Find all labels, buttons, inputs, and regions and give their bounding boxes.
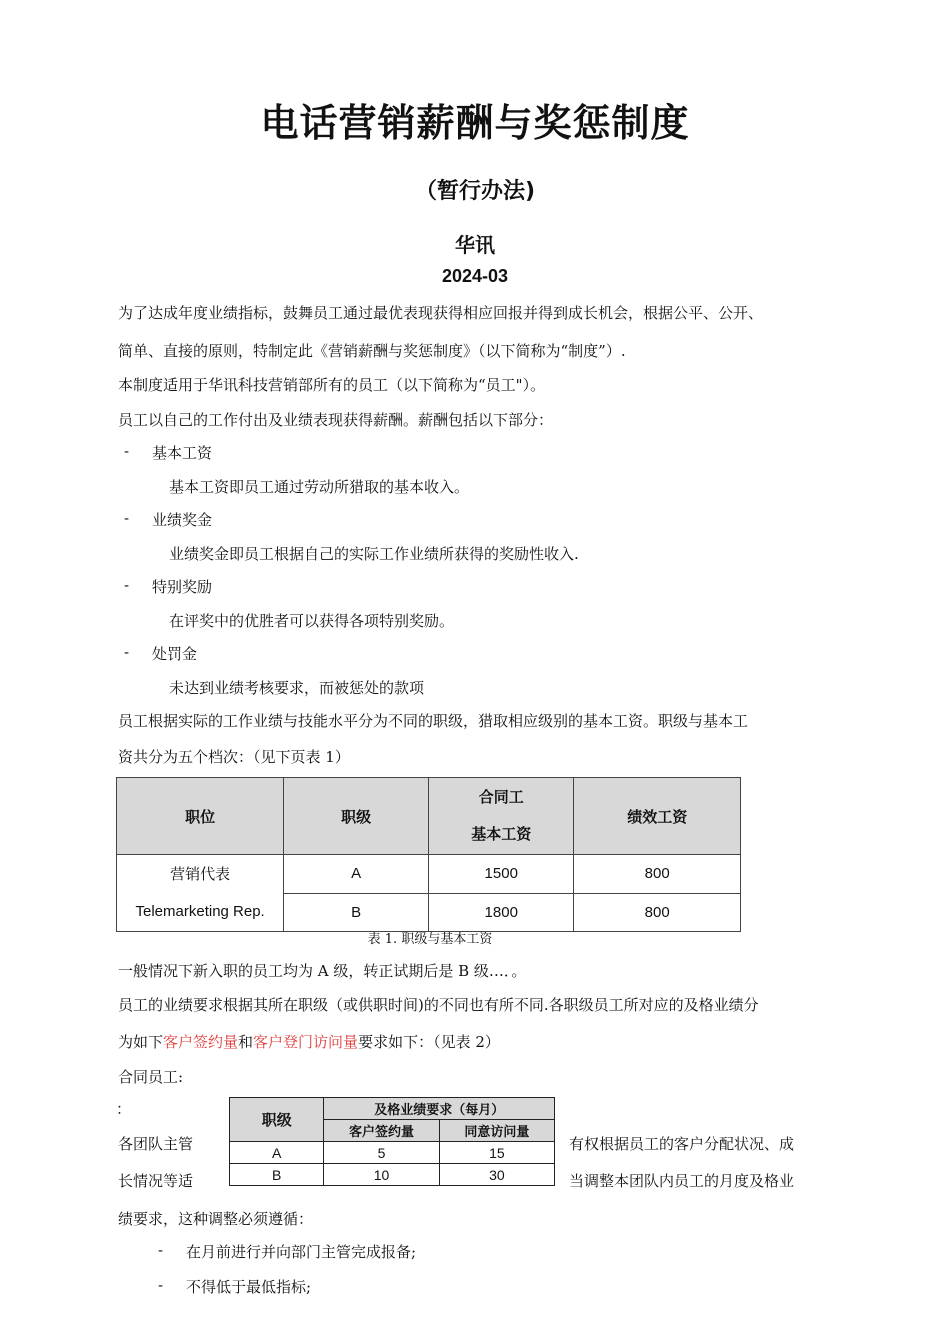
intro-line-1: 为了达成年度业绩指标，鼓舞员工通过最优表现获得相应回报并得到成长机会，根据公平、公开、 [118, 304, 764, 322]
header-base-line2: 基本工资 [471, 825, 532, 843]
highlight-signing-volume: 客户签约量 [163, 1033, 239, 1051]
grade-cell: A [230, 1142, 324, 1164]
base-cell: 1800 [429, 893, 574, 932]
grade-cell: B [284, 893, 429, 932]
performance-table [229, 1097, 555, 1186]
component-desc: 在评奖中的优胜者可以获得各项特别奖励。 [169, 612, 455, 630]
table-row [230, 1164, 555, 1186]
perf-cell: 800 [574, 893, 741, 932]
document-subtitle: （暂行办法) [414, 179, 536, 204]
table-header-row [117, 778, 741, 855]
position-cell [117, 855, 284, 932]
after-table-line-3 [118, 1031, 500, 1052]
after-table-line-1: 一般情况下新入职的员工均为 A 级，转正试期后是 B 级…．。 [118, 962, 527, 980]
position-cn: 营销代表 [170, 865, 231, 883]
component-name: 基本工资 [152, 444, 213, 462]
visit-cell: 30 [439, 1164, 554, 1186]
component-desc: 业绩奖金即员工根据自己的实际工作业绩所获得的奖励性收入. [169, 545, 579, 563]
grade-cell: B [230, 1164, 324, 1186]
table-row [117, 855, 741, 894]
header-grade: 职级 [284, 778, 429, 855]
list-dash: - [158, 1241, 164, 1259]
highlight-visit-volume: 客户登门访问量 [253, 1033, 359, 1051]
header-visit-volume: 同意访问量 [439, 1120, 554, 1142]
component-desc: 未达到业绩考核要求，而被惩处的款项 [169, 679, 425, 697]
text-segment: 要求如下：（见表 2） [358, 1033, 500, 1051]
intro-line-4: 员工以自己的工作付出及业绩表现获得薪酬。薪酬包括以下部分： [118, 411, 554, 429]
header-performance-salary: 绩效工资 [574, 778, 741, 855]
header-grade: 职级 [230, 1098, 324, 1142]
list-dash: - [124, 509, 130, 527]
component-name: 特别奖励 [152, 578, 213, 596]
wrap-left-1: 各团队主管 [118, 1135, 194, 1153]
list-dash: - [124, 442, 130, 460]
document-date: 2024-03 [441, 266, 509, 286]
grade-line-1: 员工根据实际的工作业绩与技能水平分为不同的职级，猎取相应级别的基本工资。职级与基本工 [118, 712, 749, 730]
intro-line-2: 简单、直接的原则，特制定此《营销薪酬与奖惩制度》（以下简称为“制度”）. [118, 342, 626, 360]
table1-caption: 表 1. 职级与基本工资 [367, 932, 493, 947]
header-base-line1: 合同工 [478, 788, 524, 806]
organization-name: 华讯 [455, 233, 495, 257]
wrap-left-2: 长情况等适 [118, 1172, 194, 1190]
grade-cell: A [284, 855, 429, 894]
salary-table [116, 777, 741, 932]
text-segment: 为如下 [118, 1033, 164, 1051]
position-en: Telemarketing Rep. [135, 903, 265, 920]
header-signing-volume: 客户签约量 [324, 1120, 439, 1142]
header-requirement-group: 及格业绩要求（每月） [324, 1098, 555, 1120]
visit-cell: 15 [439, 1142, 554, 1164]
component-name: 处罚金 [152, 645, 198, 663]
document-title: 电话营销薪酬与奖惩制度 [260, 101, 690, 145]
table-header-row [230, 1098, 555, 1120]
colon-mark: ： [116, 1100, 132, 1118]
list-dash: - [124, 643, 130, 661]
header-position: 职位 [117, 778, 284, 855]
grade-line-2: 资共分为五个档次：（见下页表 1） [118, 748, 350, 766]
component-name: 业绩奖金 [152, 511, 213, 529]
component-desc: 基本工资即员工通过劳动所猎取的基本收入。 [169, 478, 470, 496]
table-row [230, 1142, 555, 1164]
text-segment: 和 [238, 1033, 254, 1051]
list-dash: - [158, 1276, 164, 1294]
base-cell: 1500 [429, 855, 574, 894]
wrap-continuation: 绩要求，这种调整必须遵循： [118, 1210, 314, 1228]
wrap-right-1: 有权根据员工的客户分配状况、成 [569, 1135, 795, 1153]
after-table-line-2: 员工的业绩要求根据其所在职级（或供职时间)的不同也有所不同.各职级员工所对应的及格业绩分 [118, 996, 759, 1014]
intro-line-3: 本制度适用于华讯科技营销部所有的员工（以下简称为“员工"）。 [118, 376, 546, 394]
signing-cell: 5 [324, 1142, 439, 1164]
rule-item: 不得低于最低指标; [186, 1278, 312, 1296]
contract-staff-label: 合同员工: [118, 1068, 184, 1086]
wrap-right-2: 当调整本团队内员工的月度及格业 [569, 1172, 795, 1190]
rule-item: 在月前进行并向部门主管完成报备; [186, 1243, 417, 1261]
signing-cell: 10 [324, 1164, 439, 1186]
perf-cell: 800 [574, 855, 741, 894]
header-base-salary [429, 778, 574, 855]
list-dash: - [124, 576, 130, 594]
